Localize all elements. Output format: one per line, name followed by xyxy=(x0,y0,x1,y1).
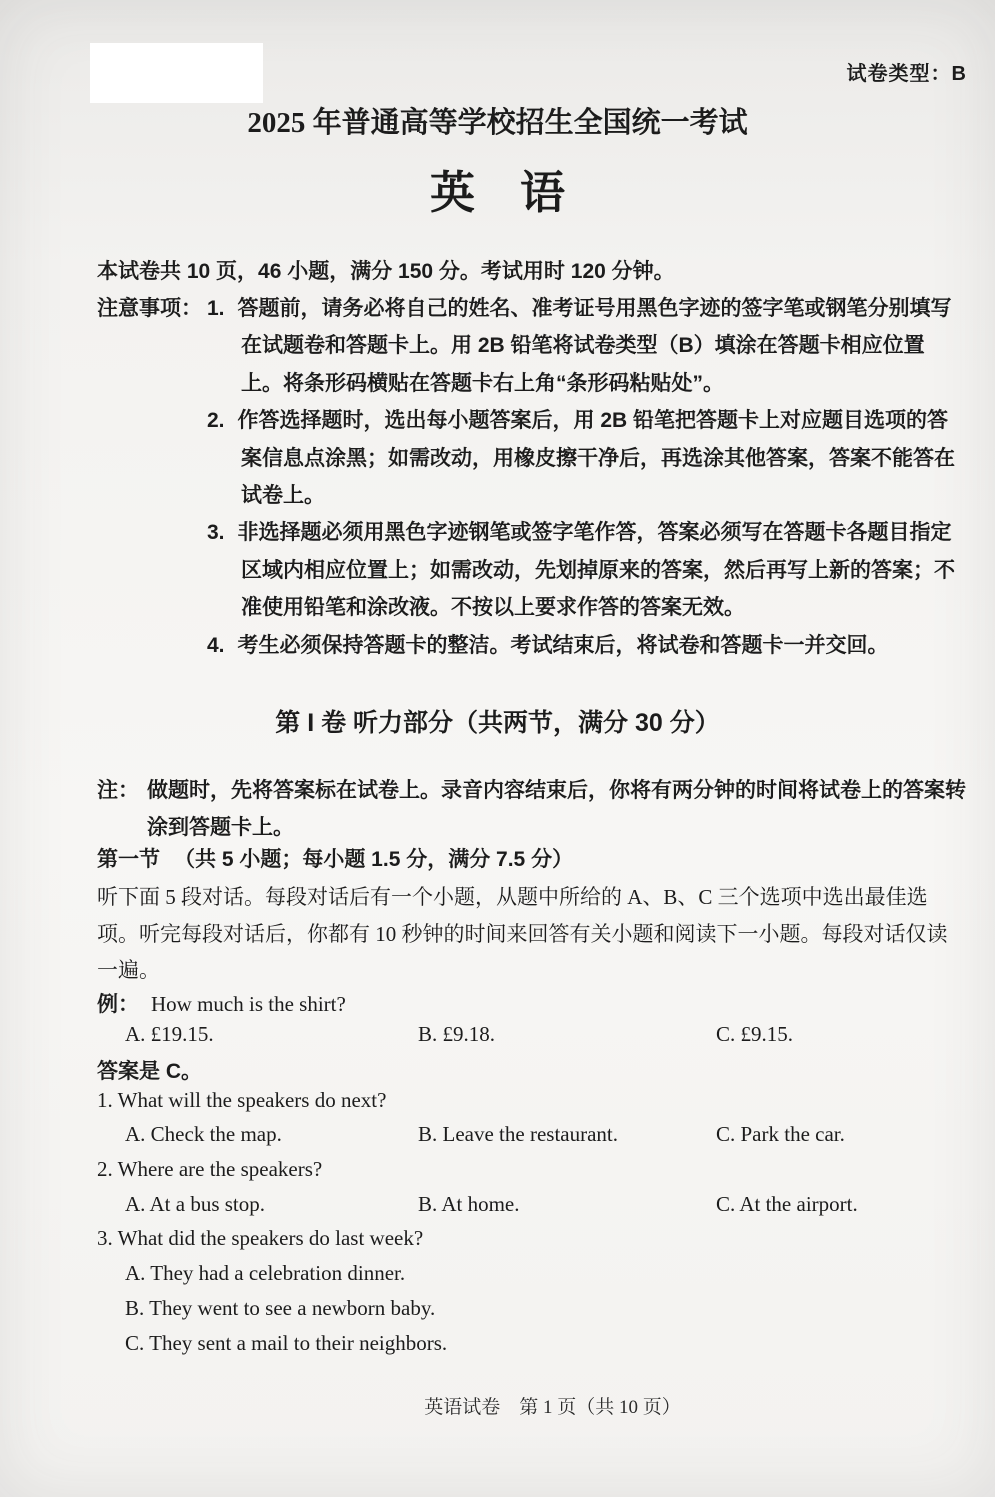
example-option-c: C. £9.15. xyxy=(716,1022,794,1046)
example-options-row xyxy=(125,1022,970,1047)
question-1-option-a: A. Check the map. xyxy=(125,1122,282,1146)
note-label: 注： xyxy=(97,779,139,802)
example-answer-note: 答案是 C。 xyxy=(97,1060,202,1083)
example-row xyxy=(97,988,965,1018)
notice-number: 1. xyxy=(207,297,225,320)
question-3-option-b: B. They went to see a newborn baby. xyxy=(125,1296,436,1320)
question-1-option-c: C. Park the car. xyxy=(716,1122,845,1146)
notice-item-4 xyxy=(207,627,965,664)
question-2-option-b: B. At home. xyxy=(418,1192,520,1216)
question-2-option-c: C. At the airport. xyxy=(716,1192,858,1216)
redacted-area xyxy=(90,43,263,103)
notice-item-2 xyxy=(207,402,965,514)
example-question: How much is the shirt? xyxy=(151,992,346,1016)
exam-info-line: 本试卷共 10 页，46 小题，满分 150 分。考试用时 120 分钟。 xyxy=(97,260,675,283)
exam-title: 2025 年普通高等学校招生全国统一考试 xyxy=(247,107,748,139)
example-option-a: A. £19.15. xyxy=(125,1022,214,1046)
question-3-text: 3. What did the speakers do last week? xyxy=(97,1226,424,1250)
notice-number: 4. xyxy=(207,633,225,657)
notice-text: 答题前，请务必将自己的姓名、准考证号用黑色字迹的签字笔或钢笔分别填写在试题卷和答题卡上。用 2B 铅笔将试卷类型（B）填涂在答题卡相应位置上。将条形码横贴在答题卡右上角“条形码粘贴处”。 xyxy=(237,297,952,395)
notices-block xyxy=(97,290,965,664)
question-2-option-a: A. At a bus stop. xyxy=(125,1192,266,1216)
section1-heading-label: 第一节 xyxy=(97,848,160,871)
notice-number: 3. xyxy=(207,521,225,545)
notice-number: 2. xyxy=(207,409,225,433)
notice-item-1 xyxy=(207,290,965,402)
part1-title: 第 I 卷 听力部分（共两节，满分 30 分） xyxy=(275,709,720,737)
notice-text: 非选择题必须用黑色字迹钢笔或签字笔作答，答案必须写在答题卡各题目指定区域内相应位置上；如需改动，先划掉原来的答案，然后再写上新的答案；不准使用铅笔和涂改液。不按以上要求作答的答案无效。 xyxy=(237,521,955,620)
notices-label: 注意事项： xyxy=(97,297,202,320)
question-1-option-b: B. Leave the restaurant. xyxy=(418,1122,618,1146)
notice-item-3 xyxy=(207,514,965,626)
paper-type-label: 试卷类型：B xyxy=(846,63,967,85)
subject-title: 英 语 xyxy=(429,168,565,218)
page-footer: 英语试卷 第 1 页（共 10 页） xyxy=(424,1397,681,1418)
example-option-b: B. £9.18. xyxy=(418,1022,496,1046)
question-1-options-row xyxy=(125,1122,970,1147)
question-3-option-c: C. They sent a mail to their neighbors. xyxy=(125,1331,448,1355)
example-label: 例： xyxy=(97,993,139,1016)
question-1-text: 1. What will the speakers do next? xyxy=(97,1088,387,1112)
section1-instructions: 听下面 5 段对话。每段对话后有一个小题，从题中所给的 A、B、C 三个选项中选出最佳选项。听完每段对话后，你都有 10 秒钟的时间来回答有关小题和阅读下一小题。每段对话仅读一遍。 xyxy=(97,885,948,983)
question-2-options-row xyxy=(125,1192,970,1217)
question-3-option-a: A. They had a celebration dinner. xyxy=(125,1261,406,1285)
notice-text: 考生必须保持答题卡的整洁。考试结束后，将试卷和答题卡一并交回。 xyxy=(237,633,889,657)
question-2-text: 2. Where are the speakers? xyxy=(97,1157,323,1181)
note-text: 做题时，先将答案标在试卷上。录音内容结束后，你将有两分钟的时间将试卷上的答案转涂到答题卡上。 xyxy=(147,779,966,839)
notice-text: 作答选择题时，选出每小题答案后，用 2B 铅笔把答题卡上对应题目选项的答案信息点涂黑；如需改动，用橡皮擦干净后，再选涂其他答案，答案不能答在试卷上。 xyxy=(237,409,955,508)
listening-note xyxy=(97,772,969,846)
section1-heading-detail: （共 5 小题；每小题 1.5 分，满分 7.5 分） xyxy=(174,848,574,871)
section1-heading xyxy=(97,843,965,873)
